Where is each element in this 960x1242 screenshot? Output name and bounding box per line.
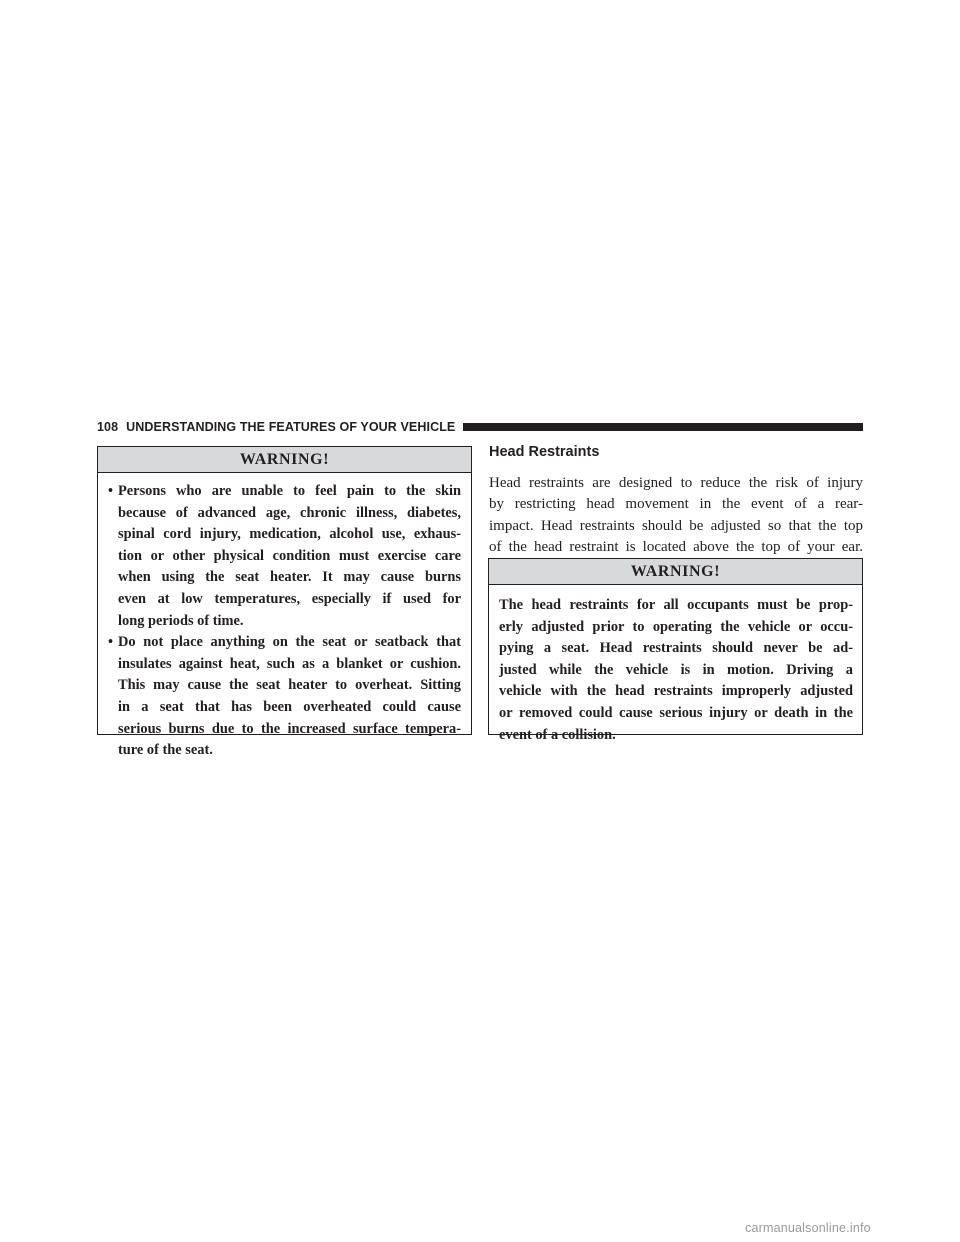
bullet: • bbox=[108, 483, 114, 499]
text-line: This may cause the seat heater to overheat. Sitting bbox=[118, 677, 461, 694]
text-line: impact. Head restraints should be adjusted so that the top bbox=[489, 517, 863, 534]
text-line: justed while the vehicle is in motion. Driving a bbox=[499, 661, 853, 678]
text-line: by restricting head movement in the event of a rear- bbox=[489, 496, 863, 513]
text-line: vehicle with the head restraints improperly adjusted bbox=[499, 683, 853, 700]
text-line: ture of the seat. bbox=[118, 742, 213, 759]
text-line: Do not place anything on the seat or seatback that bbox=[118, 634, 461, 651]
text-line: erly adjusted prior to operating the vehicle or occu- bbox=[499, 618, 853, 635]
text-line: serious burns due to the increased surface tempera- bbox=[118, 720, 461, 737]
warning-title: WARNING! bbox=[489, 559, 862, 585]
text-line: because of advanced age, chronic illness, diabetes, bbox=[118, 504, 461, 521]
text-line: in a seat that has been overheated could cause bbox=[118, 698, 461, 715]
seat-heater-warning-box bbox=[97, 446, 472, 759]
text-line: or removed could cause serious injury or death in the bbox=[499, 704, 853, 721]
text-line: pying a seat. Head restraints should never be ad- bbox=[499, 640, 853, 657]
text-line: tion or other physical condition must exercise care bbox=[118, 547, 461, 564]
section-heading: Head Restraints bbox=[489, 444, 600, 460]
page-number: 108 bbox=[97, 420, 119, 434]
text-line: insulates against heat, such as a blanket or cushion. bbox=[118, 655, 461, 672]
warning-paragraph bbox=[489, 585, 862, 746]
warning-title: WARNING! bbox=[98, 447, 471, 473]
text-line: spinal cord injury, medication, alcohol use, exhaus- bbox=[118, 526, 461, 543]
text-line: event of a collision. bbox=[499, 726, 616, 743]
text-line: Head restraints are designed to reduce the risk of injury bbox=[489, 475, 863, 491]
text-line: of the head restraint is located above the top of your ear. bbox=[489, 539, 863, 556]
text-line: even at low temperatures, especially if used for bbox=[118, 590, 461, 607]
bullet: • bbox=[108, 634, 114, 651]
body-paragraph bbox=[489, 473, 863, 559]
text-line: long periods of time. bbox=[118, 612, 244, 629]
head-restraint-warning-box bbox=[488, 558, 863, 743]
warning-list-item bbox=[108, 632, 461, 762]
warning-list-item bbox=[108, 481, 461, 632]
page-header bbox=[97, 418, 863, 436]
section-title: UNDERSTANDING THE FEATURES OF YOUR VEHICLE bbox=[126, 420, 456, 434]
text-line: The head restraints for all occupants must be prop- bbox=[499, 597, 853, 613]
text-line: Persons who are unable to feel pain to the skin bbox=[118, 483, 461, 499]
warning-list bbox=[98, 473, 471, 762]
watermark: carmanualsonline.info bbox=[745, 1221, 871, 1235]
text-line: when using the seat heater. It may cause burns bbox=[118, 569, 461, 586]
header-rule bbox=[463, 423, 863, 431]
